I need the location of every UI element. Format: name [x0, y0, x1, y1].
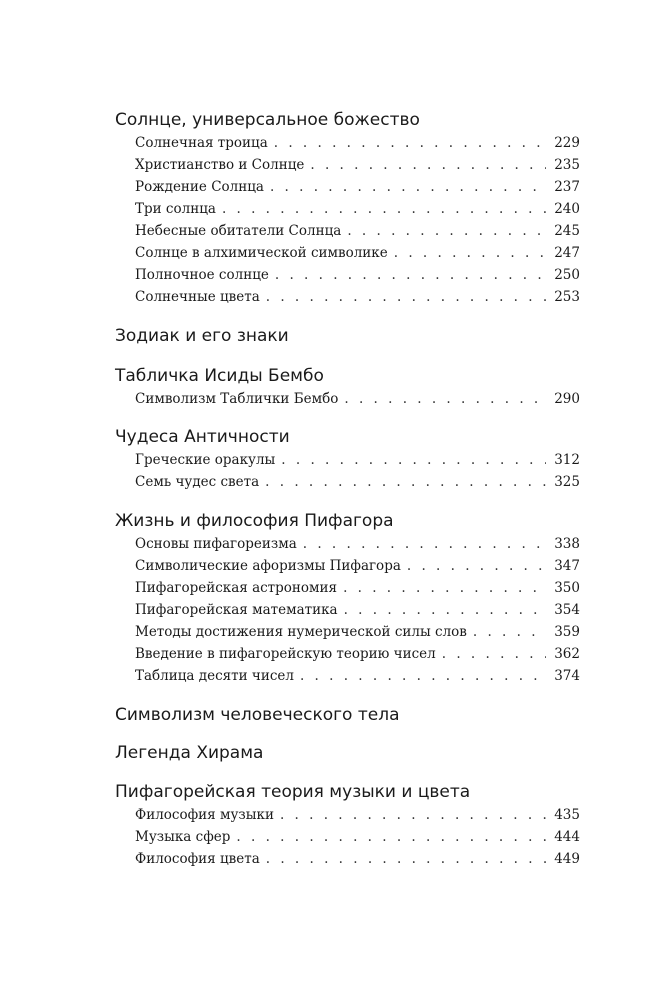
toc-entry [135, 533, 580, 555]
toc-section [115, 425, 580, 493]
toc-section [115, 509, 580, 687]
entry-list [115, 804, 580, 870]
dot-leader [280, 804, 546, 826]
section-title: Жизнь и философия Пифагора [115, 511, 394, 531]
toc-section [115, 741, 580, 765]
page-number: 247 [554, 245, 580, 261]
toc-entry [135, 198, 580, 220]
entry-title: Три солнца [135, 201, 216, 217]
dot-leader [344, 388, 546, 410]
toc-entry [135, 264, 580, 286]
page-number: 229 [554, 135, 580, 151]
page-number: 449 [554, 851, 580, 867]
page-number: 350 [554, 580, 580, 596]
toc-section [115, 780, 580, 870]
entry-title: Таблица десяти чисел [135, 668, 294, 684]
page-number: 312 [554, 452, 580, 468]
page-number: 290 [554, 391, 580, 407]
dot-leader [266, 848, 546, 870]
dot-leader [300, 665, 546, 687]
page-number: 245 [554, 223, 580, 239]
dot-leader [347, 220, 546, 242]
toc-entry [135, 286, 580, 308]
entry-title: Символизм Таблички Бембо [135, 391, 339, 407]
dot-leader [222, 198, 546, 220]
toc-entry [135, 242, 580, 264]
entry-title: Пифагорейская математика [135, 602, 338, 618]
toc-entry [135, 471, 580, 493]
toc-entry [135, 176, 580, 198]
entry-list [115, 388, 580, 410]
entry-title: Небесные обитатели Солнца [135, 223, 342, 239]
toc-entry [135, 599, 580, 621]
entry-title: Музыка сфер [135, 829, 231, 845]
toc-entry [135, 388, 580, 410]
dot-leader [394, 242, 546, 264]
dot-leader [343, 577, 546, 599]
toc-entry [135, 826, 580, 848]
entry-title: Символические афоризмы Пифагора [135, 558, 401, 574]
toc-section [115, 364, 580, 410]
section-title: Зодиак и его знаки [115, 326, 289, 346]
entry-title: Пифагорейская астрономия [135, 580, 338, 596]
dot-leader [310, 154, 546, 176]
dot-leader [265, 471, 546, 493]
table-of-contents [115, 108, 580, 870]
toc-section [115, 108, 580, 308]
entry-list [115, 449, 580, 493]
toc-entry [135, 621, 580, 643]
entry-title: Солнечные цвета [135, 289, 260, 305]
entry-title: Солнечная троица [135, 135, 268, 151]
page-number: 347 [554, 558, 580, 574]
toc-entry [135, 449, 580, 471]
toc-entry [135, 154, 580, 176]
toc-entry [135, 643, 580, 665]
toc-section [115, 703, 580, 727]
entry-title: Философия музыки [135, 807, 274, 823]
dot-leader [274, 132, 546, 154]
entry-title: Основы пифагореизма [135, 536, 297, 552]
dot-leader [344, 599, 546, 621]
section-title: Пифагорейская теория музыки и цвета [115, 782, 471, 802]
section-title: Табличка Исиды Бембо [115, 366, 324, 386]
entry-title: Введение в пифагорейскую теорию чисел [135, 646, 436, 662]
page-number: 237 [554, 179, 580, 195]
toc-entry [135, 555, 580, 577]
section-title: Солнце, универсальное божество [115, 110, 420, 130]
page-number: 362 [554, 646, 580, 662]
entry-title: Философия цвета [135, 851, 260, 867]
page-number: 435 [554, 807, 580, 823]
toc-entry [135, 577, 580, 599]
page-number: 250 [554, 267, 580, 283]
toc-entry [135, 220, 580, 242]
entry-title: Христианство и Солнце [135, 157, 305, 173]
entry-title: Семь чудес света [135, 474, 260, 490]
entry-title: Солнце в алхимической символике [135, 245, 388, 261]
entry-title: Греческие оракулы [135, 452, 276, 468]
page-number: 359 [554, 624, 580, 640]
page-number: 444 [554, 829, 580, 845]
page-number: 240 [554, 201, 580, 217]
dot-leader [281, 449, 546, 471]
page-number: 338 [554, 536, 580, 552]
toc-section [115, 324, 580, 348]
section-title: Символизм человеческого тела [115, 705, 400, 725]
dot-leader [303, 533, 546, 555]
entry-list [115, 533, 580, 687]
entry-list [115, 132, 580, 308]
toc-entry [135, 804, 580, 826]
dot-leader [266, 286, 546, 308]
page-number: 253 [554, 289, 580, 305]
toc-entry [135, 848, 580, 870]
dot-leader [473, 621, 546, 643]
dot-leader [236, 826, 546, 848]
entry-title: Рождение Солнца [135, 179, 264, 195]
entry-title: Методы достижения нумерической силы слов [135, 624, 467, 640]
page-number: 374 [554, 668, 580, 684]
toc-entry [135, 132, 580, 154]
page-number: 235 [554, 157, 580, 173]
dot-leader [442, 643, 546, 665]
section-title: Легенда Хирама [115, 743, 264, 763]
dot-leader [407, 555, 546, 577]
dot-leader [275, 264, 546, 286]
entry-title: Полночное солнце [135, 267, 269, 283]
page-number: 354 [554, 602, 580, 618]
page-number: 325 [554, 474, 580, 490]
section-title: Чудеса Античности [115, 427, 290, 447]
dot-leader [270, 176, 546, 198]
toc-entry [135, 665, 580, 687]
